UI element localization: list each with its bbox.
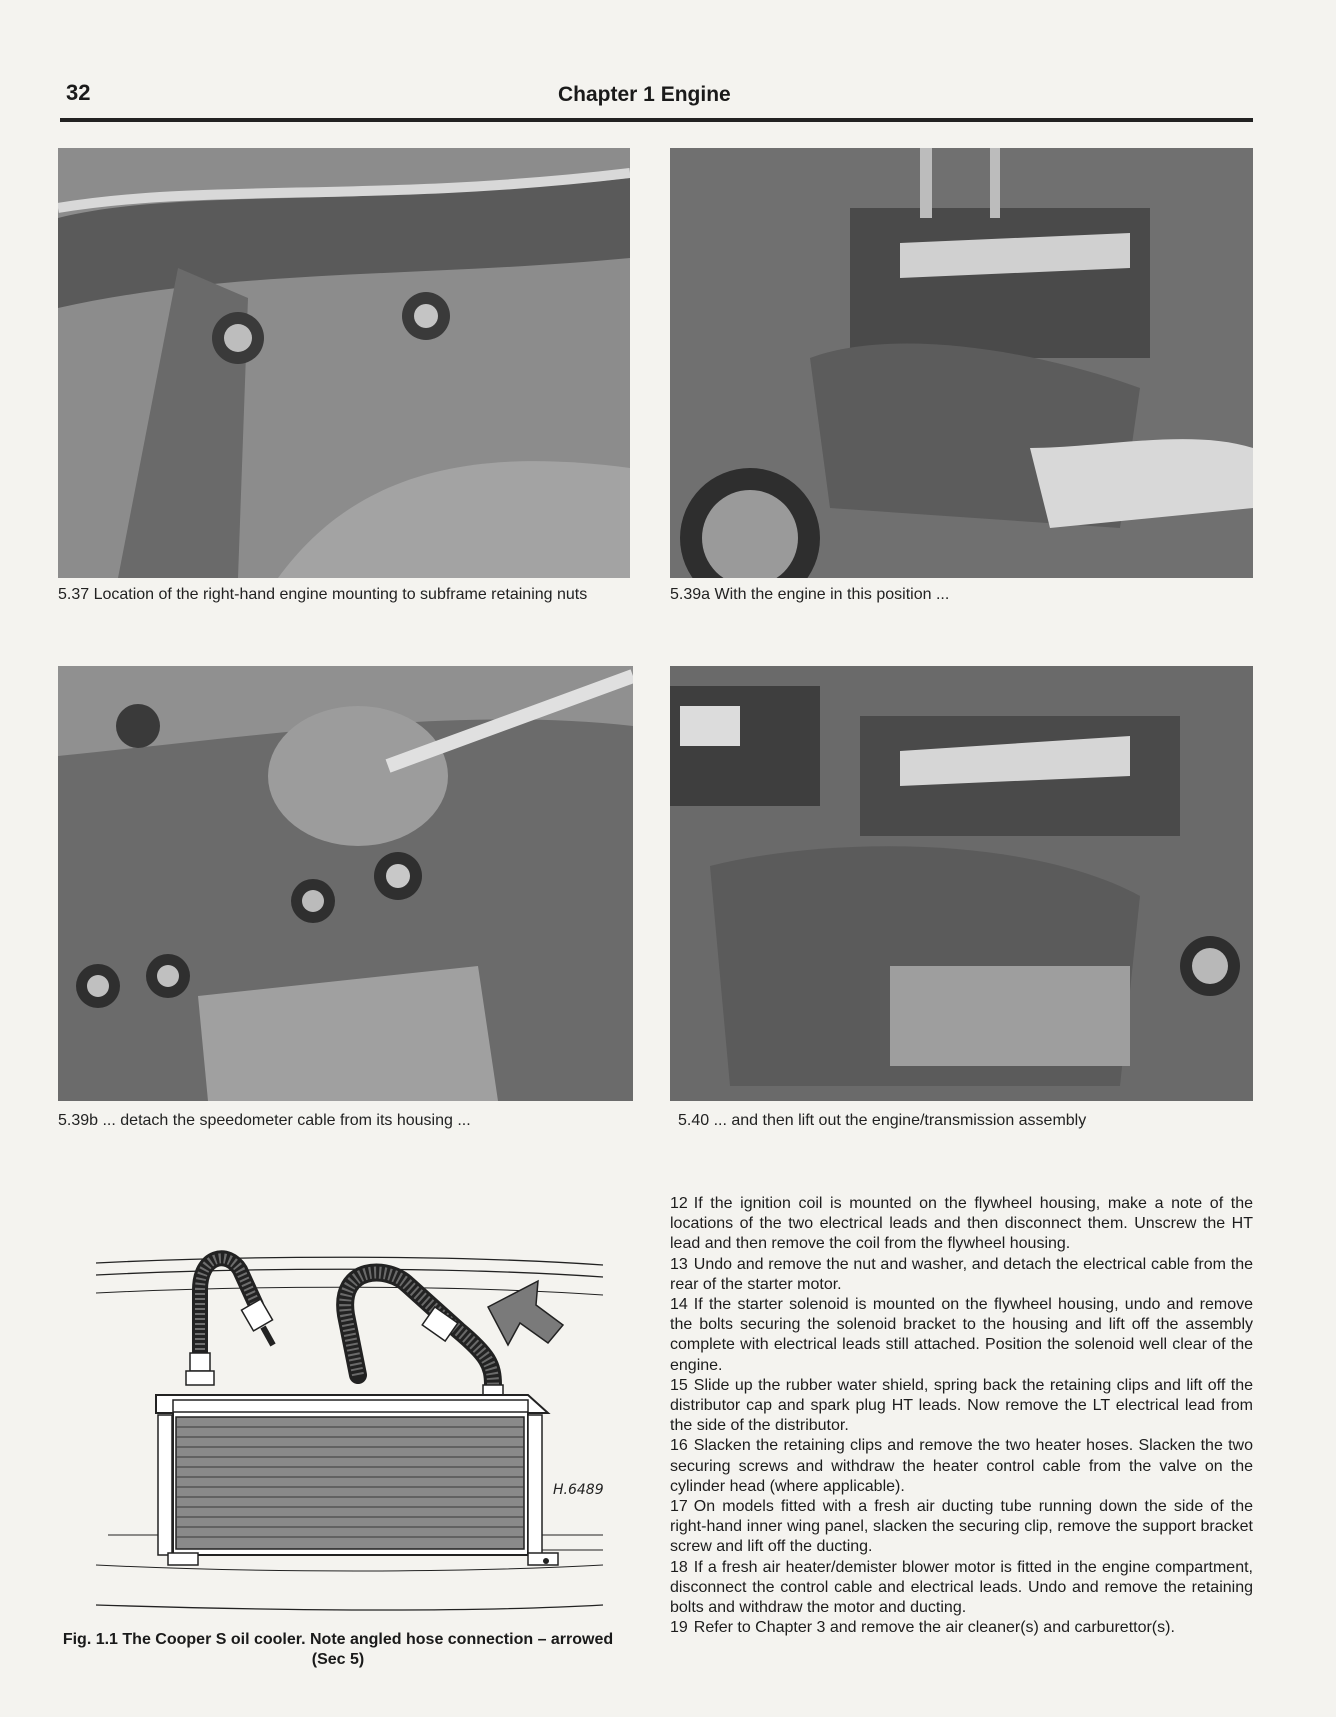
step-number: 18 xyxy=(670,1558,688,1576)
step-text: If a fresh air heater/demister blower motor is fitted in the engine compartment, disconnect the control cable and electrical leads. Undo and remove the retaining bolts and withdraw the motor and ducting. xyxy=(670,1558,1253,1617)
step-paragraph xyxy=(670,1376,1253,1437)
step-number: 16 xyxy=(670,1437,688,1455)
step-number: 12 xyxy=(670,1195,688,1212)
step-text: On models fitted with a fresh air ducting tube running down the side of the right-hand inner wing panel, slacken the securing clip, remove the support bracket screw and lift off the ducting. xyxy=(670,1498,1253,1556)
chapter-title: Chapter 1 Engine xyxy=(558,83,731,106)
step-number: 15 xyxy=(670,1376,688,1394)
page-number: 32 xyxy=(66,80,91,105)
step-paragraph xyxy=(670,1618,1253,1638)
oil-cooler-diagram xyxy=(58,1235,618,1615)
photo-engine-lift-out xyxy=(670,666,1253,1101)
step-paragraph xyxy=(670,1497,1253,1558)
photo-speedometer-cable xyxy=(58,666,633,1101)
step-paragraph xyxy=(670,1194,1253,1255)
step-text: Undo and remove the nut and washer, and detach the electrical cable from the rear of the starter motor. xyxy=(670,1255,1253,1293)
photo-caption-5-40: 5.40 ... and then lift out the engine/transmission assembly xyxy=(678,1112,1087,1129)
header-rule xyxy=(60,118,1253,122)
step-text: If the starter solenoid is mounted on the flywheel housing, undo and remove the bolts securing the solenoid bracket to the housing and lift off the assembly complete with electrical leads still attached. Position the solenoid well clear of the engine. xyxy=(670,1296,1253,1374)
step-text: Refer to Chapter 3 and remove the air cleaner(s) and carburettor(s). xyxy=(693,1619,1175,1637)
step-number: 13 xyxy=(670,1255,688,1273)
step-paragraph xyxy=(670,1255,1253,1295)
step-paragraph xyxy=(670,1295,1253,1376)
photo-caption-5-37: 5.37 Location of the right-hand engine mounting to subframe retaining nuts xyxy=(58,586,588,603)
figure-label: H.6489 xyxy=(553,1482,604,1498)
step-number: 14 xyxy=(670,1296,688,1314)
step-number: 17 xyxy=(670,1498,688,1516)
photo-engine-mounting-nuts xyxy=(58,148,630,578)
step-number: 19 xyxy=(670,1619,688,1637)
procedure-steps xyxy=(670,1194,1253,1638)
step-text: If the ignition coil is mounted on the flywheel housing, make a note of the locations of the two electrical leads and then disconnect them. Unscrew the HT lead and then remove the coil from the flywheel housing. xyxy=(670,1195,1253,1253)
figure-caption: Fig. 1.1 The Cooper S oil cooler. Note angled hose connection – arrowed (Sec 5) xyxy=(62,1631,614,1668)
photo-caption-5-39b: 5.39b ... detach the speedometer cable from its housing ... xyxy=(58,1112,471,1129)
step-paragraph xyxy=(670,1436,1253,1497)
step-text: Slide up the rubber water shield, spring back the retaining clips and lift off the distributor cap and spark plug HT leads. Now remove the LT electrical lead from the side of the distributor. xyxy=(670,1376,1253,1435)
photo-engine-position xyxy=(670,148,1253,578)
step-paragraph xyxy=(670,1558,1253,1619)
photo-caption-5-39a: 5.39a With the engine in this position ... xyxy=(670,586,950,603)
step-text: Slacken the retaining clips and remove the two heater hoses. Slacken the two securing screws and withdraw the heater control cable from the valve on the cylinder head (where applicable). xyxy=(670,1437,1253,1495)
